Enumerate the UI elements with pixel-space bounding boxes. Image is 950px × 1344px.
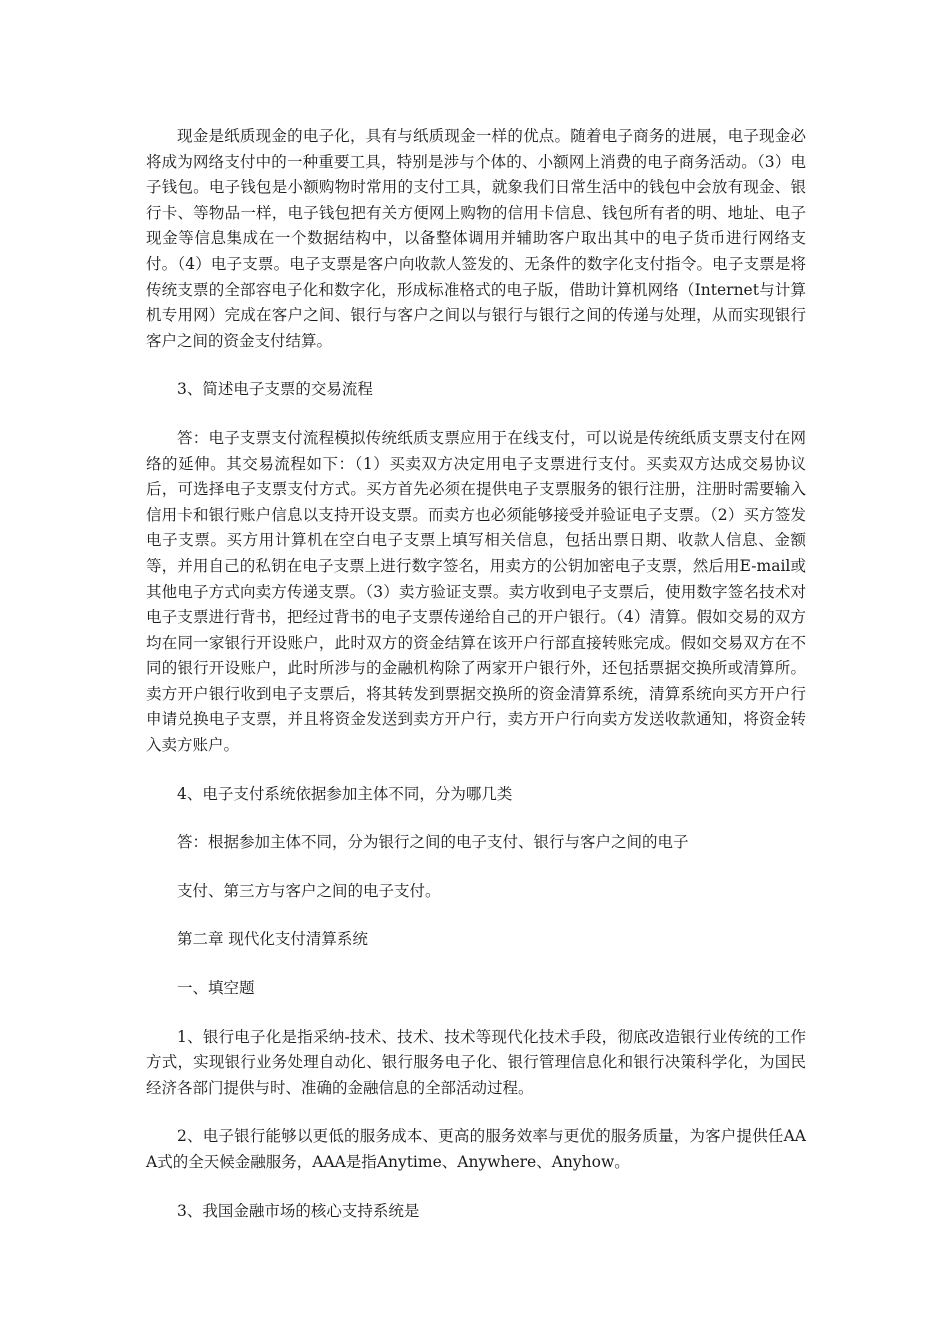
paragraph-e-cash-wallet-cheque: 现金是纸质现金的电子化，具有与纸质现金一样的优点。随着电子商务的进展，电子现金必将成为网络支付中的一种重要工具，特别是涉与个体的、小额网上消费的电子商务活动。（3）电子钱包。电子钱包是小额购物时常用的支付工具，就象我们日常生活中的钱包中会放有现金、银行卡、等物品一样，电子钱包把有关方便网上购物的信用卡信息、钱包所有者的明、地址、电子现金等信息集成在一个数据结构中，以备整体调用并辅助客户取出其中的电子货币进行网络支付。（4）电子支票。电子支票是客户向收款人签发的、无条件的数字化支付指令。电子支票是将传统支票的全部容电子化和数字化，形成标准格式的电子版，借助计算机网络（Internet与计算机专用网）完成在客户之间、银行与客户之间以与银行与银行之间的传递与处理，从而实现银行客户之间的资金支付结算。	[146, 127, 806, 350]
chapter-2-title: 第二章 现代化支付清算系统	[177, 930, 368, 949]
fill-in-item-2: 2、电子银行能够以更低的服务成本、更高的服务效率与更优的服务质量，为客户提供任AAA式的全天候金融服务，AAA是指Anytime、Anywhere、Anyhow。	[146, 1127, 806, 1171]
question-3-heading: 3、简述电子支票的交易流程	[177, 380, 373, 399]
answer-3-paragraph: 答：电子支票支付流程模拟传统纸质支票应用于在线支付，可以说是传统纸质支票支付在网络的延伸。其交易流程如下：（1）买卖双方决定用电子支票进行支付。买卖双方达成交易协议后，可选择电子支票支付方式。买方首先必须在提供电子支票服务的银行注册，注册时需要输入信用卡和银行账户信息以支持开设支票。而卖方也必须能够接受并验证电子支票。（2）买方签发电子支票。买方用计算机在空白电子支票上填写相关信息，包括出票日期、收款人信息、金额等，并用自己的私钥在电子支票上进行数字签名，用卖方的公钥加密电子支票，然后用E-mail或其他电子方式向卖方传递支票。（3）卖方验证支票。卖方收到电子支票后，使用数字签名技术对电子支票进行背书，把经过背书的电子支票传递给自己的开户银行。（4）清算。假如交易的双方均在同一家银行开设账户，此时双方的资金结算在该开户行部直接转账完成。假如交易双方在不同的银行开设账户，此时所涉与的金融机构除了两家开户银行外，还包括票据交换所或清算所。卖方开户银行收到电子支票后，将其转发到票据交换所的资金清算系统，清算系统向买方开户行申请兑换电子支票，并且将资金发送到卖方开户行，卖方开户行向卖方发送收款通知，将资金转入卖方账户。	[146, 428, 806, 755]
question-4-heading: 4、电子支付系统依据参加主体不同，分为哪几类	[177, 784, 513, 803]
answer-4-line-2: 支付、第三方与客户之间的电子支付。	[177, 881, 441, 900]
answer-4-line-1: 答：根据参加主体不同，分为银行之间的电子支付、银行与客户之间的电子	[177, 833, 689, 852]
document-body	[146, 124, 806, 1247]
fill-in-item-3: 3、我国金融市场的核心支持系统是	[177, 1201, 420, 1220]
fill-in-item-1: 1、银行电子化是指采纳-技术、技术、技术等现代化技术手段，彻底改造银行业传统的工作方式，实现银行业务处理自动化、银行服务电子化、银行管理信息化和银行决策科学化，为国民经济各部门提供与时、准确的金融信息的全部活动过程。	[146, 1027, 806, 1097]
section-fill-in-heading: 一、填空题	[177, 979, 255, 998]
